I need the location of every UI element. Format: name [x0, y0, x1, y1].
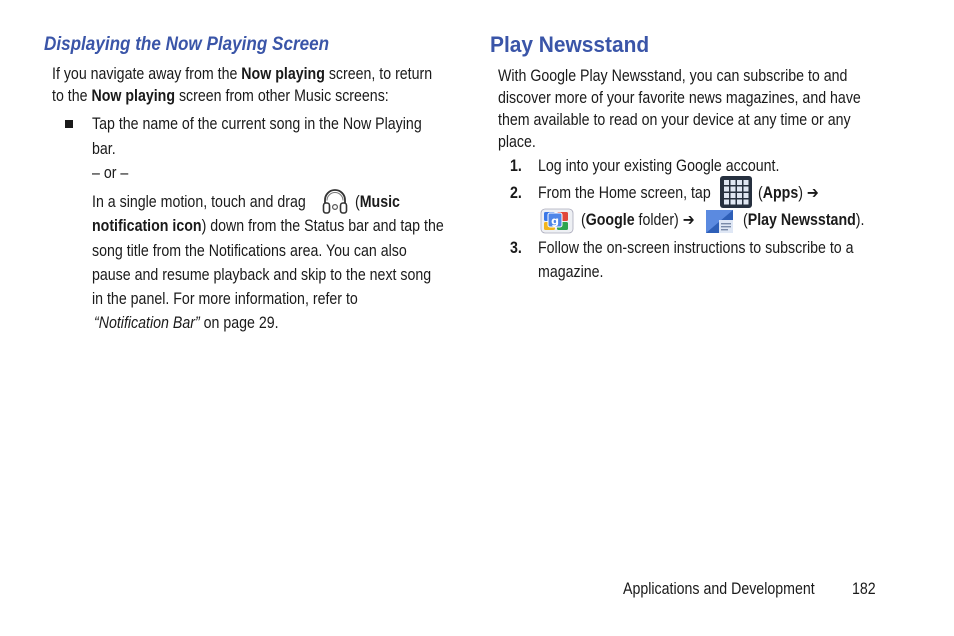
step-3-text-2: magazine. [538, 263, 604, 281]
music-line-3: song title from the Notifications area. You can also [92, 242, 407, 260]
svg-text:g: g [551, 214, 559, 228]
step-1-text: Log into your existing Google account. [538, 157, 780, 175]
music-line-1-label: (Music [355, 193, 400, 211]
page-number: 182 [852, 580, 876, 598]
newsstand-intro-2: discover more of your favorite news magazines, and have [498, 89, 861, 107]
music-line-4: pause and resume playback and skip to the next song [92, 266, 432, 284]
section-subheading: Displaying the Now Playing Screen [44, 34, 330, 55]
step-number-2: 2. [510, 184, 522, 202]
music-line-2: notification icon) down from the Status bar and tap the [92, 217, 444, 235]
page-title: Play Newsstand [490, 32, 650, 57]
step-number-3: 3. [510, 239, 522, 257]
headphones-icon [321, 186, 349, 216]
newsstand-intro-4: place. [498, 133, 536, 151]
step-2-text-a: From the Home screen, tap [538, 184, 711, 202]
step-2-apps-label: (Apps) ➔ [758, 184, 819, 202]
newsstand-intro-3: them available to read on your device at any time or any [498, 111, 851, 129]
play-newsstand-icon [703, 206, 737, 236]
bullet-line-1: Tap the name of the current song in the Now Playing [92, 115, 422, 133]
music-line-6: “Notification Bar” on page 29. [94, 314, 279, 332]
intro-line-2: to the Now playing screen from other Music screens: [52, 87, 389, 105]
bullet-marker [65, 120, 73, 128]
intro-line-1: If you navigate away from the Now playing screen, to return [52, 65, 433, 83]
step-3-text-1: Follow the on-screen instructions to subscribe to a [538, 239, 854, 257]
music-line-1: In a single motion, touch and drag [92, 193, 306, 211]
footer-section: Applications and Development [623, 580, 815, 598]
step-number-1: 1. [510, 157, 522, 175]
step-2-google-label: (Google folder) ➔ [581, 211, 695, 229]
or-separator: – or – [92, 164, 129, 182]
apps-grid-icon [720, 176, 752, 208]
bullet-line-2: bar. [92, 140, 116, 158]
step-2-newsstand-label: (Play Newsstand). [743, 211, 865, 229]
music-line-5: in the panel. For more information, refer to [92, 290, 358, 308]
notification-bar-link[interactable]: “Notification Bar” [94, 314, 200, 332]
newsstand-intro-1: With Google Play Newsstand, you can subscribe to and [498, 67, 848, 85]
google-folder-icon [540, 206, 574, 234]
